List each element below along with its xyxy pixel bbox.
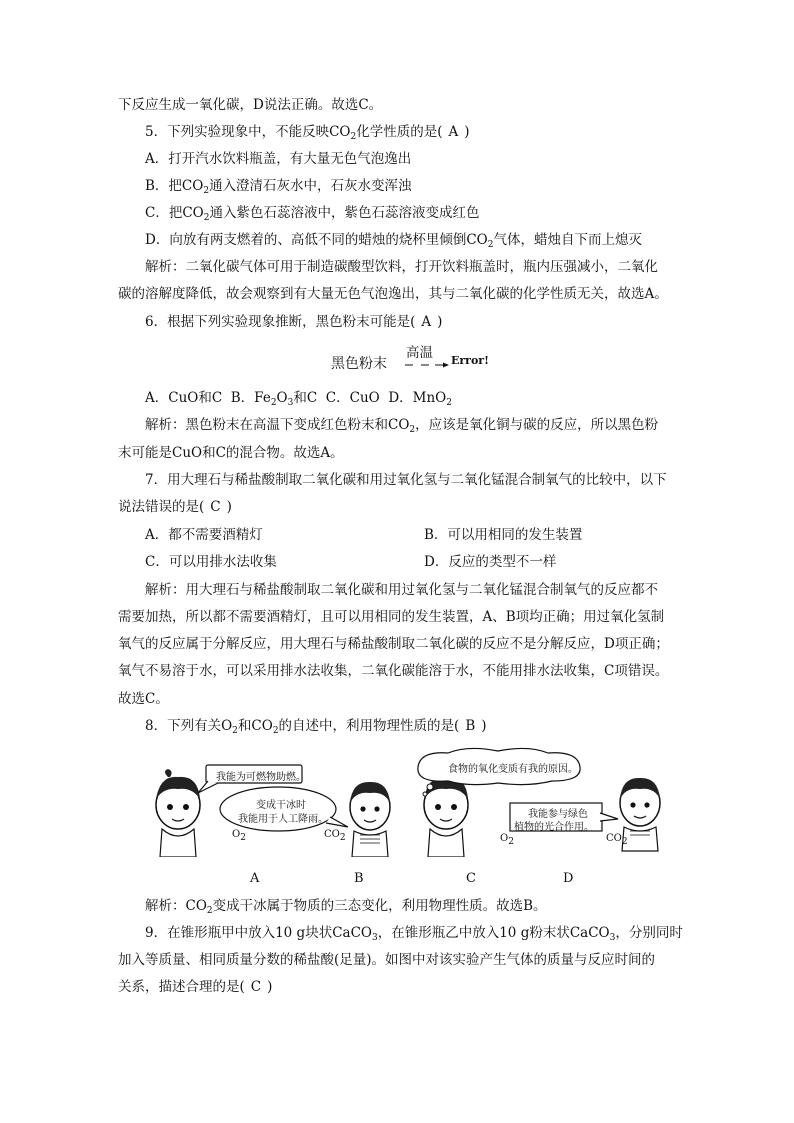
co2-label-left: $CO_2$ [324, 829, 346, 843]
q7-explanation-5: 故选C。 [118, 691, 169, 707]
bubble-a-text: 我能为可燃物助燃。 [216, 772, 306, 783]
q7-explanation-4: 氧气不易溶于水，可以采用排水法收集，二氧化碳能溶于水，不能用排水法收集，C项错误。 [118, 663, 669, 679]
q9-answer: C [250, 979, 262, 995]
q7-option-c: C．可以用排水法收集 [145, 554, 277, 570]
cartoon-illustration [148, 747, 668, 857]
figure-label-d: D [563, 871, 574, 886]
q7-option-b: B．可以用相同的发生装置 [424, 527, 583, 543]
o2-label-left: $O_2$ [232, 829, 246, 843]
q7-explanation-2: 需要加热，所以都不需要酒精灯，且可以用相同的发生装置，A、B项均正确；用过氧化氢制 [118, 609, 665, 625]
q7-stem-1: 7．用大理石与稀盐酸制取二氧化碳和用过氧化氢与二氧化锰混合制氧气的比较中，以下 [145, 472, 667, 488]
co2-label-right: $CO_2$ [606, 833, 628, 847]
reaction-arrow-icon [403, 361, 449, 369]
q5-answer: A [448, 124, 459, 140]
bubble-d-text-1: 我能参与绿色 [528, 809, 588, 820]
q9-stem-2: 加入等质量、相同质量分数的稀盐酸(足量)。如图中对该实验产生气体的质量与反应时间的 [118, 952, 656, 968]
q5-stem: 5．下列实验现象中，不能反映$CO_2$化学性质的是( A ) [145, 124, 470, 142]
q5-option-c: C．把$CO_2$通入紫色石蕊溶液中，紫色石蕊溶液变成红色 [145, 205, 480, 223]
q5-explanation-2: 碳的溶解度降低，故会观察到有大量无色气泡逸出，其与二氧化碳的化学性质无关，故选A。 [118, 286, 668, 302]
q6-explanation-2: 末可能是CuO和C的混合物。故选A。 [118, 445, 344, 461]
q6-stem: 6．根据下列实验现象推断，黑色粉末可能是( A ) [145, 314, 443, 330]
q9-stem-3: 关系，描述合理的是( C ) [118, 979, 273, 995]
q7-answer: C [210, 499, 221, 515]
equation-error-text: Error! [451, 354, 489, 367]
q8-explanation: 解析：$CO_2$变成干冰属于物质的三态变化，利用物理性质。故选B。 [145, 898, 547, 916]
bubble-d-text-2: 植物的光合作用。 [514, 822, 594, 833]
q5-explanation-1: 解析：二氧化碳气体可用于制造碳酸型饮料，打开饮料瓶盖时，瓶内压强减小，二氧化 [145, 259, 658, 275]
equation-reactant: 黑色粉末 [331, 356, 387, 372]
q9-stem-1: 9．在锥形瓶甲中放入10 g块状CaCO$_3$，在锥形瓶乙中放入10 g粉末状CaCO$_3$，分别同时 [145, 925, 683, 943]
continuation-line: 下反应生成一氧化碳，D说法正确。故选C。 [118, 97, 383, 113]
girl-o2-icon-left [156, 769, 200, 857]
bubble-c-text: 食物的氧化变质有我的原因。 [448, 764, 578, 775]
figure-label-a: A [250, 871, 260, 886]
q6-options: A．CuO和C B．$Fe_2O_3$和C C．CuO D．MnO$_2$ [145, 390, 452, 408]
q7-explanation-3: 氧气的反应属于分解反应，用大理石与稀盐酸制取二氧化碳的反应不是分解反应，D项正确； [118, 636, 669, 652]
o2-label-right: $O_2$ [500, 833, 514, 847]
q5-option-b: B．把$CO_2$通入澄清石灰水中，石灰水变浑浊 [145, 178, 412, 196]
figure-label-b: B [354, 871, 364, 886]
q8-answer: B [465, 718, 476, 734]
q7-option-d: D．反应的类型不一样 [424, 554, 557, 570]
cartoon-figure [148, 747, 668, 857]
q7-stem-2: 说法错误的是( C ) [118, 499, 232, 515]
q6-explanation-1: 解析：黑色粉末在高温下变成红色粉末和$CO_2$，应该是氧化铜与碳的反应，所以黑色粉 [145, 417, 659, 435]
bubble-b-text-1: 变成干冰时 [256, 800, 306, 811]
equation-condition: 高温 [406, 345, 433, 361]
reaction-equation [331, 343, 531, 383]
q7-explanation-1: 解析：用大理石与稀盐酸制取二氧化碳和用过氧化氢与二氧化锰混合制氧气的反应都不 [145, 582, 658, 598]
figure-label-c: C [466, 871, 476, 886]
q7-option-a: A．都不需要酒精灯 [145, 527, 263, 543]
q5-option-d: D．向放有两支燃着的、高低不同的蜡烛的烧杯里倾倒$CO_2$气体，蜡烛自下而上熄灭 [145, 232, 642, 250]
q8-stem: 8．下列有关$O_2$和$CO_2$的自述中，利用物理性质的是( B ) [145, 718, 487, 736]
bubble-b-text-2: 我能用于人工降雨。 [238, 814, 328, 825]
q6-answer: A [421, 314, 432, 330]
q5-option-a: A．打开汽水饮料瓶盖，有大量无色气泡逸出 [145, 151, 412, 167]
boy-co2-icon-left [350, 782, 390, 857]
